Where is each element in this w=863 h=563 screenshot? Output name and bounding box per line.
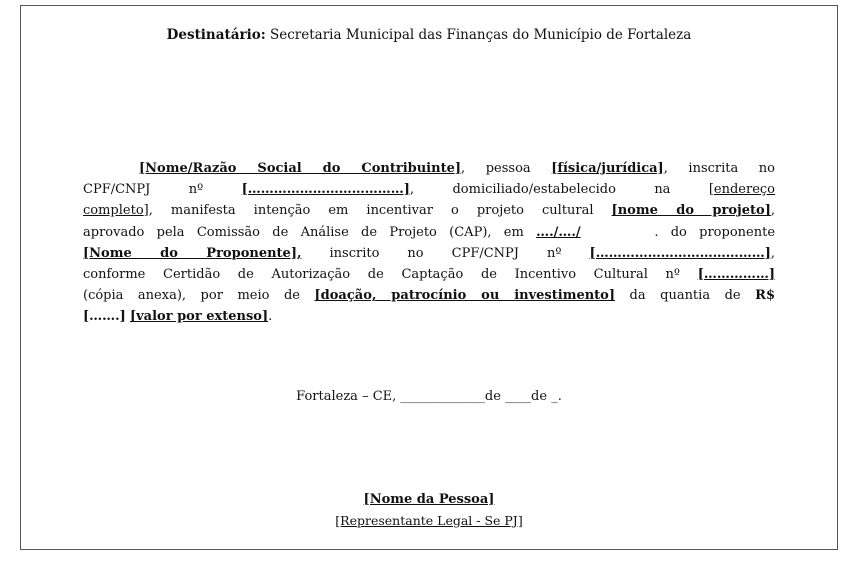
paragraph-row [83, 179, 775, 200]
text: ], manifesta intenção em incentivar o projeto cultural [143, 203, 612, 219]
text: . [268, 309, 273, 325]
place-date-line: Fortaleza – CE, _____________de ____de _. [296, 389, 562, 404]
text: inscrito no CPF/CNPJ nº [301, 245, 590, 261]
text: . do proponente [654, 224, 776, 240]
paragraph-row [83, 264, 775, 285]
text: , domiciliado/estabelecido na [ [409, 182, 714, 198]
paragraph-row [83, 222, 775, 243]
amount-words-placeholder: [valor por extenso] [129, 309, 269, 325]
text: da quantia de [615, 288, 756, 304]
text: CPF/CNPJ nº [83, 182, 242, 198]
proponent-cpf-placeholder: […………………………………] [589, 245, 771, 261]
recipient-label: Destinatário: [166, 27, 266, 43]
person-type-placeholder: [física/jurídica] [551, 161, 664, 176]
declaration-paragraph [83, 158, 775, 328]
address-placeholder: completo [83, 203, 144, 219]
signer-role: [Representante Legal - Se PJ] [335, 513, 523, 528]
paragraph-row [83, 200, 775, 221]
paragraph-row [83, 158, 775, 179]
text [581, 225, 655, 240]
text: , [770, 203, 775, 219]
contributor-name-placeholder: [Nome/Razão Social do Contribuinte] [139, 161, 462, 176]
project-name-placeholder: [nome do projeto] [611, 203, 771, 219]
incentive-type-placeholder: [doação, patrocínio ou investimento] [314, 288, 615, 304]
date-placeholder: …./…./ [536, 224, 581, 240]
text: , pessoa [461, 161, 552, 176]
text: , inscrita no [663, 161, 776, 176]
text: conforme Certidão de Autorização de Captação de Incentivo Cultural nº [83, 267, 698, 283]
recipient-text: Secretaria Municipal das Finanças do Município de Fortaleza [265, 27, 692, 43]
paragraph-row [83, 306, 775, 327]
paragraph-row [83, 243, 775, 264]
signer-name: [Nome da Pessoa] [363, 492, 495, 507]
currency-symbol: R$ [755, 288, 775, 304]
paragraph-row [83, 285, 775, 306]
certificate-number-placeholder: [……………] [697, 267, 775, 283]
address-placeholder: endereço [713, 182, 776, 198]
text: aprovado pela Comissão de Análise de Projeto (CAP), em [83, 224, 537, 240]
document-page [20, 5, 838, 550]
cpf-cnpj-placeholder: [………………………………] [241, 182, 410, 198]
proponent-name-placeholder: [Nome do Proponente], [83, 245, 302, 261]
text: , [770, 245, 775, 261]
recipient-line [21, 27, 837, 43]
text: (cópia anexa), por meio de [83, 288, 315, 304]
amount-placeholder: […….] [83, 309, 126, 325]
